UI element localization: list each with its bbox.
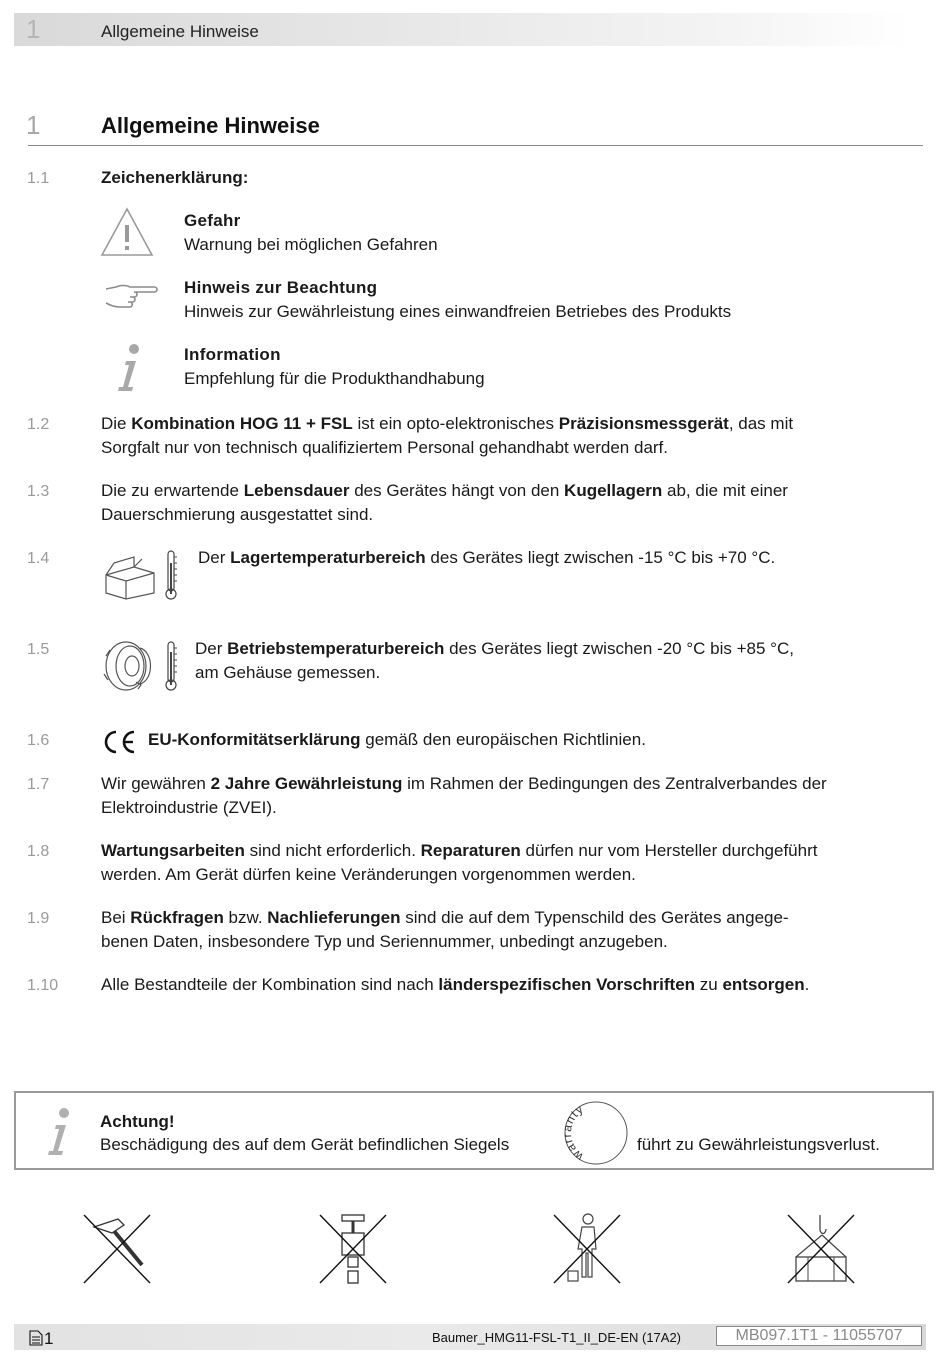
- section-divider: [28, 145, 923, 146]
- info-icon: [114, 343, 144, 393]
- item-text-1-3: Die zu erwartende Lebensdauer des Gerätes hängt von den Kugellagern ab, die mit einer Dauerschmierung ausgestattet sind.: [101, 481, 788, 524]
- item-text-1-5: Der Betriebstemperaturbereich des Gerätes liegt zwischen -20 °C bis +85 °C, am Gehäuse gemessen.: [195, 639, 794, 682]
- legend-title-gefahr: Gefahr: [184, 211, 241, 230]
- item-number-1-9: 1.9: [27, 910, 50, 927]
- legend-desc-gefahr: Warnung bei möglichen Gefahren: [184, 235, 438, 254]
- no-hammer-icon: [82, 1213, 152, 1285]
- footer-page-number: 1: [44, 1329, 54, 1348]
- notice-title: Achtung!: [100, 1112, 175, 1131]
- notice-text-before: Beschädigung des auf dem Gerät befindlichen Siegels: [100, 1135, 510, 1154]
- storage-temperature-icon: [104, 549, 180, 601]
- section-title: Allgemeine Hinweise: [101, 113, 320, 138]
- section-number: 1: [26, 110, 41, 140]
- item-text-1-9: Bei Rückfragen bzw. Nachlieferungen sind die auf dem Typenschild des Gerätes angege- benen Daten, insbesondere Typ und Seriennummer, unbedingt anzugeben.: [101, 908, 789, 951]
- item-number-1-6: 1.6: [27, 732, 50, 749]
- footer-document-code: MB097.1T1 - 11055707: [716, 1326, 922, 1346]
- operating-temperature-icon: [100, 636, 180, 696]
- notice-text-after: führt zu Gewährleistungsverlust.: [637, 1135, 880, 1154]
- ce-mark-icon: [101, 730, 137, 754]
- header-chapter-title: Allgemeine Hinweise: [101, 22, 259, 41]
- page-icon: [29, 1330, 43, 1346]
- no-lifting-icon: [786, 1213, 856, 1285]
- item-number-1-8: 1.8: [27, 843, 50, 860]
- pointing-hand-icon: [104, 281, 160, 311]
- header-chapter-number: 1: [26, 14, 41, 44]
- item-number-1-3: 1.3: [27, 483, 50, 500]
- item-text-1-7: Wir gewähren 2 Jahre Gewährleistung im Rahmen der Bedingungen des Zentralverbandes der Elektroindustrie (ZVEI).: [101, 774, 827, 817]
- legend-title-information: Information: [184, 345, 281, 364]
- item-number-1-5: 1.5: [27, 641, 50, 658]
- item-text-1-4: Der Lagertemperaturbereich des Gerätes liegt zwischen -15 °C bis +70 °C.: [198, 548, 776, 567]
- notice-info-icon: [44, 1107, 74, 1157]
- warranty-seal-icon: [560, 1100, 632, 1166]
- legend-title-hinweis: Hinweis zur Beachtung: [184, 278, 378, 297]
- item-number-1-10: 1.10: [27, 977, 59, 994]
- no-stacking-icon: [318, 1213, 388, 1285]
- svg-text:warranty: warranty: [559, 1101, 587, 1164]
- legend-heading: Zeichenerklärung:: [101, 168, 249, 187]
- footer-document-name: Baumer_HMG11-FSL-T1_II_DE-EN (17A2): [432, 1330, 682, 1345]
- item-number-1-1: 1.1: [27, 170, 50, 187]
- item-number-1-4: 1.4: [27, 550, 50, 567]
- item-number-1-7: 1.7: [27, 776, 50, 793]
- legend-desc-information: Empfehlung für die Produkthandhabung: [184, 369, 485, 388]
- item-number-1-2: 1.2: [27, 416, 50, 433]
- warning-triangle-icon: [100, 207, 154, 257]
- item-text-1-8: Wartungsarbeiten sind nicht erforderlich. Reparaturen dürfen nur vom Hersteller durchgeführt werden. Am Gerät dürfen keine Veränderungen vorgenommen werden.: [101, 841, 818, 884]
- legend-desc-hinweis: Hinweis zur Gewährleistung eines einwandfreien Betriebes des Produkts: [184, 302, 732, 321]
- no-standing-icon: [552, 1213, 622, 1285]
- item-text-1-6: EU-Konformitätserklärung gemäß den europäischen Richtlinien.: [148, 730, 646, 749]
- item-text-1-10: Alle Bestandteile der Kombination sind nach länderspezifischen Vorschriften zu entsorgen.: [101, 975, 810, 994]
- item-text-1-2: Die Kombination HOG 11 + FSL ist ein opto-elektronisches Präzisionsmessgerät, das mit Sorgfalt nur von technisch qualifiziertem Personal gehandhabt werden darf.: [101, 414, 794, 457]
